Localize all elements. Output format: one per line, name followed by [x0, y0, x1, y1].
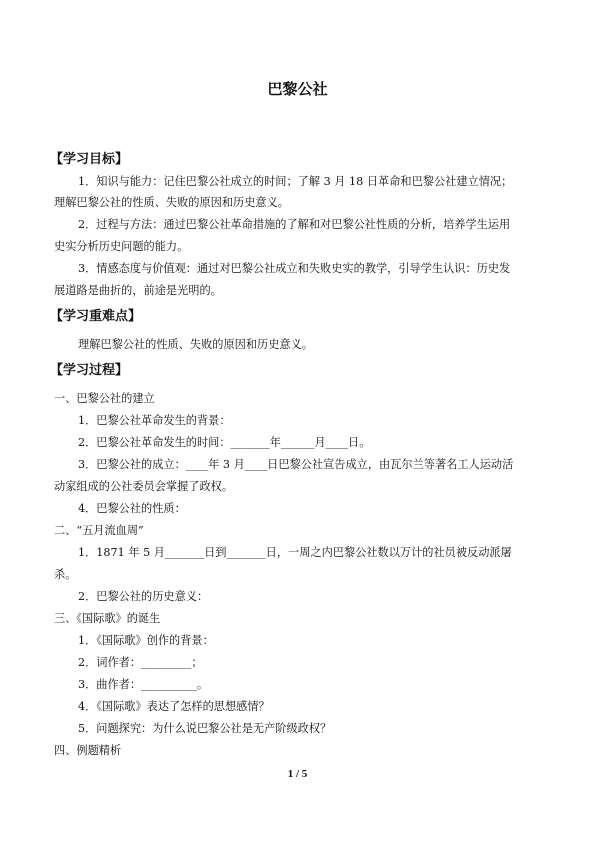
- goals-line: 展道路是曲折的，前途是光明的。: [54, 284, 222, 297]
- process-line: 四、例题精析: [54, 744, 122, 757]
- process-line: 2．巴黎公社革命发生的时间：_______年______月____日。: [78, 436, 371, 449]
- process-line: 杀。: [54, 568, 77, 581]
- key-points-heading: 【学习重难点】: [50, 309, 142, 324]
- process-line: 2．词作者：_________；: [78, 656, 203, 669]
- process-heading: 【学习过程】: [50, 363, 129, 378]
- process-line: 二、“五月流血周”: [54, 524, 144, 537]
- process-line: 3．巴黎公社的成立：____年 3 月____日巴黎公社宣告成立，由瓦尔兰等著名工人运动活: [78, 458, 514, 471]
- goals-line: 2．过程与方法：通过巴黎公社革命措施的了解和对巴黎公社性质的分析，培养学生运用: [78, 218, 511, 231]
- process-line: 4．《国际歌》表达了怎样的思想感情？: [78, 700, 270, 713]
- process-line: 1．《国际歌》创作的背景：: [78, 634, 214, 647]
- goals-line: 史实分析历史问题的能力。: [54, 240, 189, 253]
- process-line: 4．巴黎公社的性质：: [78, 502, 186, 515]
- page-title: 巴黎公社: [267, 80, 328, 98]
- process-line: 一、巴黎公社的建立: [54, 392, 155, 405]
- process-line: 三、《国际歌》的诞生: [54, 612, 161, 625]
- process-line: 3．曲作者：__________。: [78, 678, 209, 691]
- process-line: 2．巴黎公社的历史意义：: [78, 590, 209, 603]
- goals-heading: 【学习目标】: [50, 152, 129, 167]
- process-line: 1．巴黎公社革命发生的背景：: [78, 414, 231, 427]
- goals-line: 理解巴黎公社的性质、失败的原因和历史意义。: [54, 196, 289, 209]
- process-line: 动家组成的公社委员会掌握了政权。: [54, 480, 234, 493]
- page-number: 1 / 5: [287, 768, 308, 780]
- key-points-line: 理解巴黎公社的性质、失败的原因和历史意义。: [78, 338, 313, 351]
- process-line: 5．问题探究：为什么说巴黎公社是无产阶级政权？: [78, 722, 332, 735]
- process-line: 1．1871 年 5 月_______日到_______日，一周之内巴黎公社数以万计的社员被反动派屠: [78, 546, 512, 559]
- goals-line: 1．知识与能力：记住巴黎公社成立的时间；了解 3 月 18 日革命和巴黎公社建立情况；: [78, 175, 513, 188]
- goals-line: 3．情感态度与价值观：通过对巴黎公社成立和失败史实的教学，引导学生认识：历史发: [78, 262, 511, 275]
